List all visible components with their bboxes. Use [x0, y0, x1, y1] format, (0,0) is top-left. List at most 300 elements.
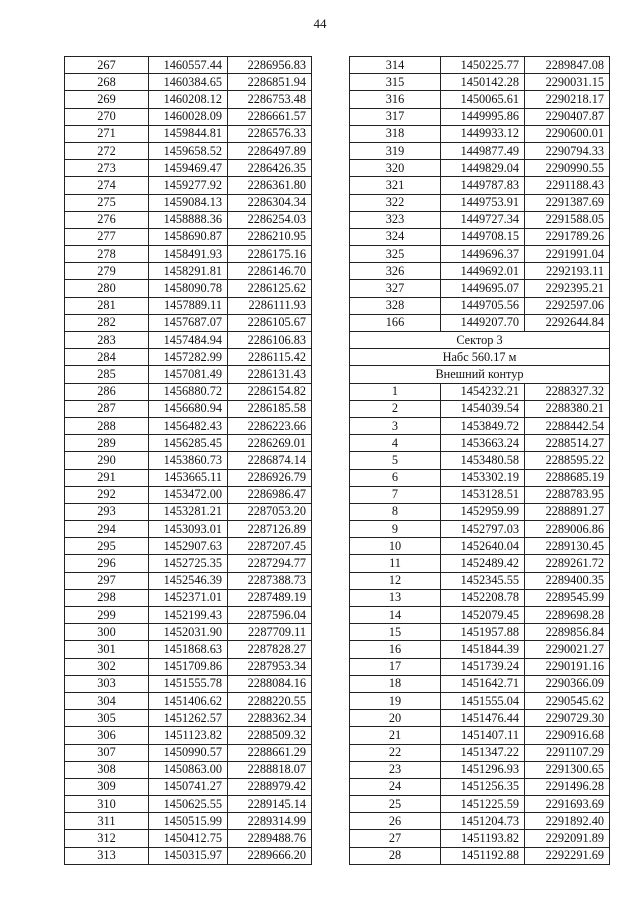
coordinate-x: 1454039.54: [441, 400, 525, 417]
coordinate-x: 1449207.70: [441, 314, 525, 331]
coordinate-y: 2288362.34: [228, 710, 312, 727]
table-row: [350, 589, 610, 606]
coordinate-x: 1450315.97: [149, 847, 228, 864]
coordinate-x: 1459277.92: [149, 177, 228, 194]
coordinate-y: 2288783.95: [525, 486, 610, 503]
coordinate-y: 2286223.66: [228, 417, 312, 434]
coordinate-y: 2286254.03: [228, 211, 312, 228]
coordinate-y: 2289400.35: [525, 572, 610, 589]
point-number: 302: [65, 658, 149, 675]
point-number: 287: [65, 400, 149, 417]
coordinate-y: 2291693.69: [525, 796, 610, 813]
coordinate-x: 1449877.49: [441, 142, 525, 159]
point-number: 280: [65, 280, 149, 297]
table-row: [350, 624, 610, 641]
table-row: [65, 57, 312, 74]
table-row: [350, 125, 610, 142]
table-row: [65, 555, 312, 572]
point-number: 283: [65, 332, 149, 349]
point-number: 293: [65, 503, 149, 520]
coordinate-x: 1457889.11: [149, 297, 228, 314]
table-row: [350, 211, 610, 228]
coordinate-y: 2286269.01: [228, 435, 312, 452]
point-number: 286: [65, 383, 149, 400]
coordinate-y: 2291188.43: [525, 177, 610, 194]
table-row: [350, 142, 610, 159]
point-number: 23: [350, 761, 441, 778]
coordinate-y: 2290218.17: [525, 91, 610, 108]
coordinate-y: 2286125.62: [228, 280, 312, 297]
coordinate-x: 1456285.45: [149, 435, 228, 452]
table-row: [350, 813, 610, 830]
point-number: 327: [350, 280, 441, 297]
coordinate-y: 2288442.54: [525, 417, 610, 434]
table-row: [65, 452, 312, 469]
coordinate-y: 2286576.33: [228, 125, 312, 142]
coordinate-x: 1452199.43: [149, 607, 228, 624]
coordinate-y: 2290021.27: [525, 641, 610, 658]
coordinate-x: 1449995.86: [441, 108, 525, 125]
table-row: [65, 142, 312, 159]
point-number: 317: [350, 108, 441, 125]
point-number: 271: [65, 125, 149, 142]
point-number: 277: [65, 228, 149, 245]
coordinate-x: 1450990.57: [149, 744, 228, 761]
coordinate-x: 1451957.88: [441, 624, 525, 641]
coordinate-y: 2286661.57: [228, 108, 312, 125]
point-number: 316: [350, 91, 441, 108]
contour-label: Внешний контур: [350, 366, 610, 383]
coordinate-y: 2288818.07: [228, 761, 312, 778]
coordinate-y: 2286185.58: [228, 400, 312, 417]
coordinate-y: 2288327.32: [525, 383, 610, 400]
table-row: [350, 246, 610, 263]
point-number: 310: [65, 796, 149, 813]
point-number: 26: [350, 813, 441, 830]
table-row: [65, 417, 312, 434]
coordinate-y: 2291107.29: [525, 744, 610, 761]
table-row: [350, 91, 610, 108]
table-row: [350, 710, 610, 727]
point-number: 19: [350, 692, 441, 709]
table-row: [65, 572, 312, 589]
table-row: [65, 744, 312, 761]
table-row: [350, 486, 610, 503]
coordinate-x: 1460384.65: [149, 74, 228, 91]
coordinate-x: 1460208.12: [149, 91, 228, 108]
coordinate-x: 1450225.77: [441, 57, 525, 74]
coordinate-x: 1454232.21: [441, 383, 525, 400]
coordinate-y: 2290990.55: [525, 160, 610, 177]
point-number: 267: [65, 57, 149, 74]
coordinate-y: 2291991.04: [525, 246, 610, 263]
point-number: 3: [350, 417, 441, 434]
point-number: 311: [65, 813, 149, 830]
coordinate-x: 1457081.49: [149, 366, 228, 383]
coordinate-x: 1452640.04: [441, 538, 525, 555]
coordinate-y: 2286175.16: [228, 246, 312, 263]
coordinate-y: 2286426.35: [228, 160, 312, 177]
point-number: 289: [65, 435, 149, 452]
table-row: [350, 830, 610, 847]
point-number: 278: [65, 246, 149, 263]
point-number: 166: [350, 314, 441, 331]
coordinate-x: 1453665.11: [149, 469, 228, 486]
point-number: 300: [65, 624, 149, 641]
table-row: [65, 91, 312, 108]
point-number: 18: [350, 675, 441, 692]
coordinate-x: 1451204.73: [441, 813, 525, 830]
coordinate-x: 1449708.15: [441, 228, 525, 245]
coordinate-y: 2287207.45: [228, 538, 312, 555]
point-number: 321: [350, 177, 441, 194]
coordinate-x: 1449727.34: [441, 211, 525, 228]
point-number: 299: [65, 607, 149, 624]
coordinate-y: 2286497.89: [228, 142, 312, 159]
table-row: [65, 349, 312, 366]
coordinate-x: 1451192.88: [441, 847, 525, 864]
point-number: 276: [65, 211, 149, 228]
sector-title-row: [350, 332, 610, 349]
coordinate-y: 2287294.77: [228, 555, 312, 572]
table-row: [350, 503, 610, 520]
table-row: [65, 796, 312, 813]
coordinate-y: 2289545.99: [525, 589, 610, 606]
coordinate-x: 1456880.72: [149, 383, 228, 400]
coordinate-y: 2289006.86: [525, 521, 610, 538]
point-number: 275: [65, 194, 149, 211]
point-number: 11: [350, 555, 441, 572]
point-number: 284: [65, 349, 149, 366]
point-number: 24: [350, 778, 441, 795]
point-number: 305: [65, 710, 149, 727]
coordinate-x: 1459658.52: [149, 142, 228, 159]
table-row: [350, 160, 610, 177]
coordinate-y: 2286753.48: [228, 91, 312, 108]
sector-title: Сектор 3: [350, 332, 610, 349]
point-number: 306: [65, 727, 149, 744]
coordinate-y: 2289698.28: [525, 607, 610, 624]
point-number: 309: [65, 778, 149, 795]
coordinate-x: 1451123.82: [149, 727, 228, 744]
table-row: [350, 435, 610, 452]
coordinate-y: 2286851.94: [228, 74, 312, 91]
table-row: [350, 280, 610, 297]
point-number: 328: [350, 297, 441, 314]
table-row: [350, 383, 610, 400]
coordinate-y: 2286926.79: [228, 469, 312, 486]
table-row: [65, 675, 312, 692]
table-row: [350, 228, 610, 245]
coordinate-y: 2286361.80: [228, 177, 312, 194]
point-number: 274: [65, 177, 149, 194]
page-number: 44: [313, 16, 327, 31]
table-row: [65, 538, 312, 555]
coordinate-y: 2286111.93: [228, 297, 312, 314]
coordinate-y: 2292291.69: [525, 847, 610, 864]
sector-height: Набс 560.17 м: [350, 349, 610, 366]
coordinate-x: 1453663.24: [441, 435, 525, 452]
coordinate-y: 2286956.83: [228, 57, 312, 74]
point-number: 304: [65, 692, 149, 709]
coordinate-x: 1450625.55: [149, 796, 228, 813]
coordinate-x: 1460028.09: [149, 108, 228, 125]
table-row: [65, 607, 312, 624]
table-row: [350, 572, 610, 589]
coordinate-x: 1451406.62: [149, 692, 228, 709]
coordinate-y: 2290031.15: [525, 74, 610, 91]
table-row: [65, 589, 312, 606]
coordinate-x: 1457687.07: [149, 314, 228, 331]
coordinate-x: 1456680.94: [149, 400, 228, 417]
table-row: [65, 314, 312, 331]
table-row: [350, 469, 610, 486]
coordinate-x: 1460557.44: [149, 57, 228, 74]
point-number: 10: [350, 538, 441, 555]
coordinate-y: 2289666.20: [228, 847, 312, 864]
point-number: 5: [350, 452, 441, 469]
point-number: 320: [350, 160, 441, 177]
coordinate-x: 1450515.99: [149, 813, 228, 830]
coordinate-x: 1451709.86: [149, 658, 228, 675]
table-row: [65, 194, 312, 211]
coordinate-x: 1449695.07: [441, 280, 525, 297]
table-row: [65, 521, 312, 538]
table-row: [350, 692, 610, 709]
coordinate-x: 1452208.78: [441, 589, 525, 606]
table-row: [350, 675, 610, 692]
coordinate-y: 2289261.72: [525, 555, 610, 572]
coordinate-x: 1453281.21: [149, 503, 228, 520]
table-row: [65, 830, 312, 847]
coordinate-x: 1451555.04: [441, 692, 525, 709]
coordinate-x: 1452907.63: [149, 538, 228, 555]
table-row: [65, 624, 312, 641]
point-number: 312: [65, 830, 149, 847]
coordinate-y: 2286304.34: [228, 194, 312, 211]
coordinate-y: 2290407.87: [525, 108, 610, 125]
table-row: [65, 228, 312, 245]
table-row: [350, 744, 610, 761]
coordinate-y: 2290916.68: [525, 727, 610, 744]
coordinate-y: 2286105.67: [228, 314, 312, 331]
coordinate-y: 2286146.70: [228, 263, 312, 280]
coordinate-x: 1456482.43: [149, 417, 228, 434]
coordinate-x: 1457484.94: [149, 332, 228, 349]
coordinate-y: 2289847.08: [525, 57, 610, 74]
coordinate-y: 2287953.34: [228, 658, 312, 675]
table-row: [65, 469, 312, 486]
point-number: 17: [350, 658, 441, 675]
table-row: [350, 314, 610, 331]
coordinate-y: 2288595.22: [525, 452, 610, 469]
coordinate-x: 1450065.61: [441, 91, 525, 108]
coordinate-x: 1458690.87: [149, 228, 228, 245]
coordinate-x: 1459844.81: [149, 125, 228, 142]
table-row: [65, 435, 312, 452]
coordinate-x: 1452371.01: [149, 589, 228, 606]
point-number: 279: [65, 263, 149, 280]
coordinate-y: 2289488.76: [228, 830, 312, 847]
coordinate-x: 1449696.37: [441, 246, 525, 263]
coordinate-y: 2291789.26: [525, 228, 610, 245]
coordinate-y: 2290600.01: [525, 125, 610, 142]
table-row: [350, 761, 610, 778]
coordinate-x: 1451739.24: [441, 658, 525, 675]
coordinate-y: 2288514.27: [525, 435, 610, 452]
coordinate-x: 1451476.44: [441, 710, 525, 727]
table-row: [350, 74, 610, 91]
table-row: [350, 555, 610, 572]
point-number: 295: [65, 538, 149, 555]
coordinate-y: 2286154.82: [228, 383, 312, 400]
table-row: [350, 658, 610, 675]
coordinate-x: 1452345.55: [441, 572, 525, 589]
table-row: [350, 400, 610, 417]
table-row: [350, 778, 610, 795]
point-number: 290: [65, 452, 149, 469]
coordinate-x: 1451868.63: [149, 641, 228, 658]
coordinate-x: 1457282.99: [149, 349, 228, 366]
coordinate-x: 1452959.99: [441, 503, 525, 520]
coordinate-x: 1452797.03: [441, 521, 525, 538]
coordinate-y: 2292597.06: [525, 297, 610, 314]
coordinate-y: 2292193.11: [525, 263, 610, 280]
coordinate-y: 2287709.11: [228, 624, 312, 641]
point-number: 291: [65, 469, 149, 486]
coordinate-y: 2286106.83: [228, 332, 312, 349]
point-number: 13: [350, 589, 441, 606]
coordinate-y: 2286115.42: [228, 349, 312, 366]
coordinate-x: 1449753.91: [441, 194, 525, 211]
coordinate-y: 2288509.32: [228, 727, 312, 744]
table-row: [350, 727, 610, 744]
coordinate-x: 1453128.51: [441, 486, 525, 503]
point-number: 308: [65, 761, 149, 778]
point-number: 8: [350, 503, 441, 520]
coordinate-y: 2291496.28: [525, 778, 610, 795]
coordinate-x: 1449829.04: [441, 160, 525, 177]
coordinate-y: 2291588.05: [525, 211, 610, 228]
table-row: [350, 177, 610, 194]
coordinate-x: 1450412.75: [149, 830, 228, 847]
table-row: [350, 194, 610, 211]
coordinate-x: 1458291.81: [149, 263, 228, 280]
coordinate-y: 2291300.65: [525, 761, 610, 778]
coordinate-y: 2288380.21: [525, 400, 610, 417]
coordinate-x: 1450741.27: [149, 778, 228, 795]
table-row: [65, 211, 312, 228]
table-row: [65, 108, 312, 125]
point-number: 22: [350, 744, 441, 761]
coordinate-y: 2286986.47: [228, 486, 312, 503]
coordinate-x: 1452079.45: [441, 607, 525, 624]
coordinate-x: 1458090.78: [149, 280, 228, 297]
point-number: 319: [350, 142, 441, 159]
coordinate-x: 1451262.57: [149, 710, 228, 727]
table-row: [65, 366, 312, 383]
table-row: [65, 641, 312, 658]
coordinate-x: 1450142.28: [441, 74, 525, 91]
coordinate-x: 1453849.72: [441, 417, 525, 434]
point-number: 270: [65, 108, 149, 125]
table-row: [65, 727, 312, 744]
coordinate-x: 1452031.90: [149, 624, 228, 641]
table-row: [350, 297, 610, 314]
point-number: 325: [350, 246, 441, 263]
point-number: 28: [350, 847, 441, 864]
point-number: 4: [350, 435, 441, 452]
coordinate-x: 1451347.22: [441, 744, 525, 761]
coordinate-x: 1452489.42: [441, 555, 525, 572]
coordinate-x: 1453302.19: [441, 469, 525, 486]
table-row: [65, 847, 312, 864]
coordinate-x: 1452546.39: [149, 572, 228, 589]
table-row: [350, 538, 610, 555]
coordinate-y: 2287126.89: [228, 521, 312, 538]
point-number: 15: [350, 624, 441, 641]
table-row: [65, 383, 312, 400]
coordinate-y: 2287388.73: [228, 572, 312, 589]
coordinates-table-left: [64, 56, 312, 865]
coordinate-y: 2288891.27: [525, 503, 610, 520]
coordinate-y: 2288661.29: [228, 744, 312, 761]
coordinate-y: 2290794.33: [525, 142, 610, 159]
table-row: [65, 177, 312, 194]
coordinate-x: 1449692.01: [441, 263, 525, 280]
coordinate-y: 2288084.16: [228, 675, 312, 692]
coordinate-x: 1449705.56: [441, 297, 525, 314]
coordinate-y: 2289856.84: [525, 624, 610, 641]
table-row: [65, 486, 312, 503]
point-number: 323: [350, 211, 441, 228]
table-row: [350, 263, 610, 280]
point-number: 298: [65, 589, 149, 606]
coordinate-x: 1453480.58: [441, 452, 525, 469]
point-number: 324: [350, 228, 441, 245]
coordinates-table-right: [349, 56, 610, 865]
coordinate-y: 2287596.04: [228, 607, 312, 624]
coordinate-y: 2291892.40: [525, 813, 610, 830]
sector-height-row: [350, 349, 610, 366]
point-number: 21: [350, 727, 441, 744]
point-number: 269: [65, 91, 149, 108]
coordinate-y: 2286131.43: [228, 366, 312, 383]
coordinate-x: 1451193.82: [441, 830, 525, 847]
point-number: 1: [350, 383, 441, 400]
table-row: [65, 74, 312, 91]
point-number: 285: [65, 366, 149, 383]
coordinate-y: 2290729.30: [525, 710, 610, 727]
point-number: 16: [350, 641, 441, 658]
point-number: 326: [350, 263, 441, 280]
point-number: 281: [65, 297, 149, 314]
point-number: 282: [65, 314, 149, 331]
contour-label-row: [350, 366, 610, 383]
point-number: 273: [65, 160, 149, 177]
coordinate-y: 2292644.84: [525, 314, 610, 331]
coordinate-y: 2287053.20: [228, 503, 312, 520]
point-number: 6: [350, 469, 441, 486]
table-row: [350, 417, 610, 434]
coordinate-x: 1458888.36: [149, 211, 228, 228]
table-row: [350, 108, 610, 125]
coordinate-x: 1453472.00: [149, 486, 228, 503]
point-number: 272: [65, 142, 149, 159]
table-row: [65, 125, 312, 142]
point-number: 296: [65, 555, 149, 572]
coordinate-y: 2287489.19: [228, 589, 312, 606]
